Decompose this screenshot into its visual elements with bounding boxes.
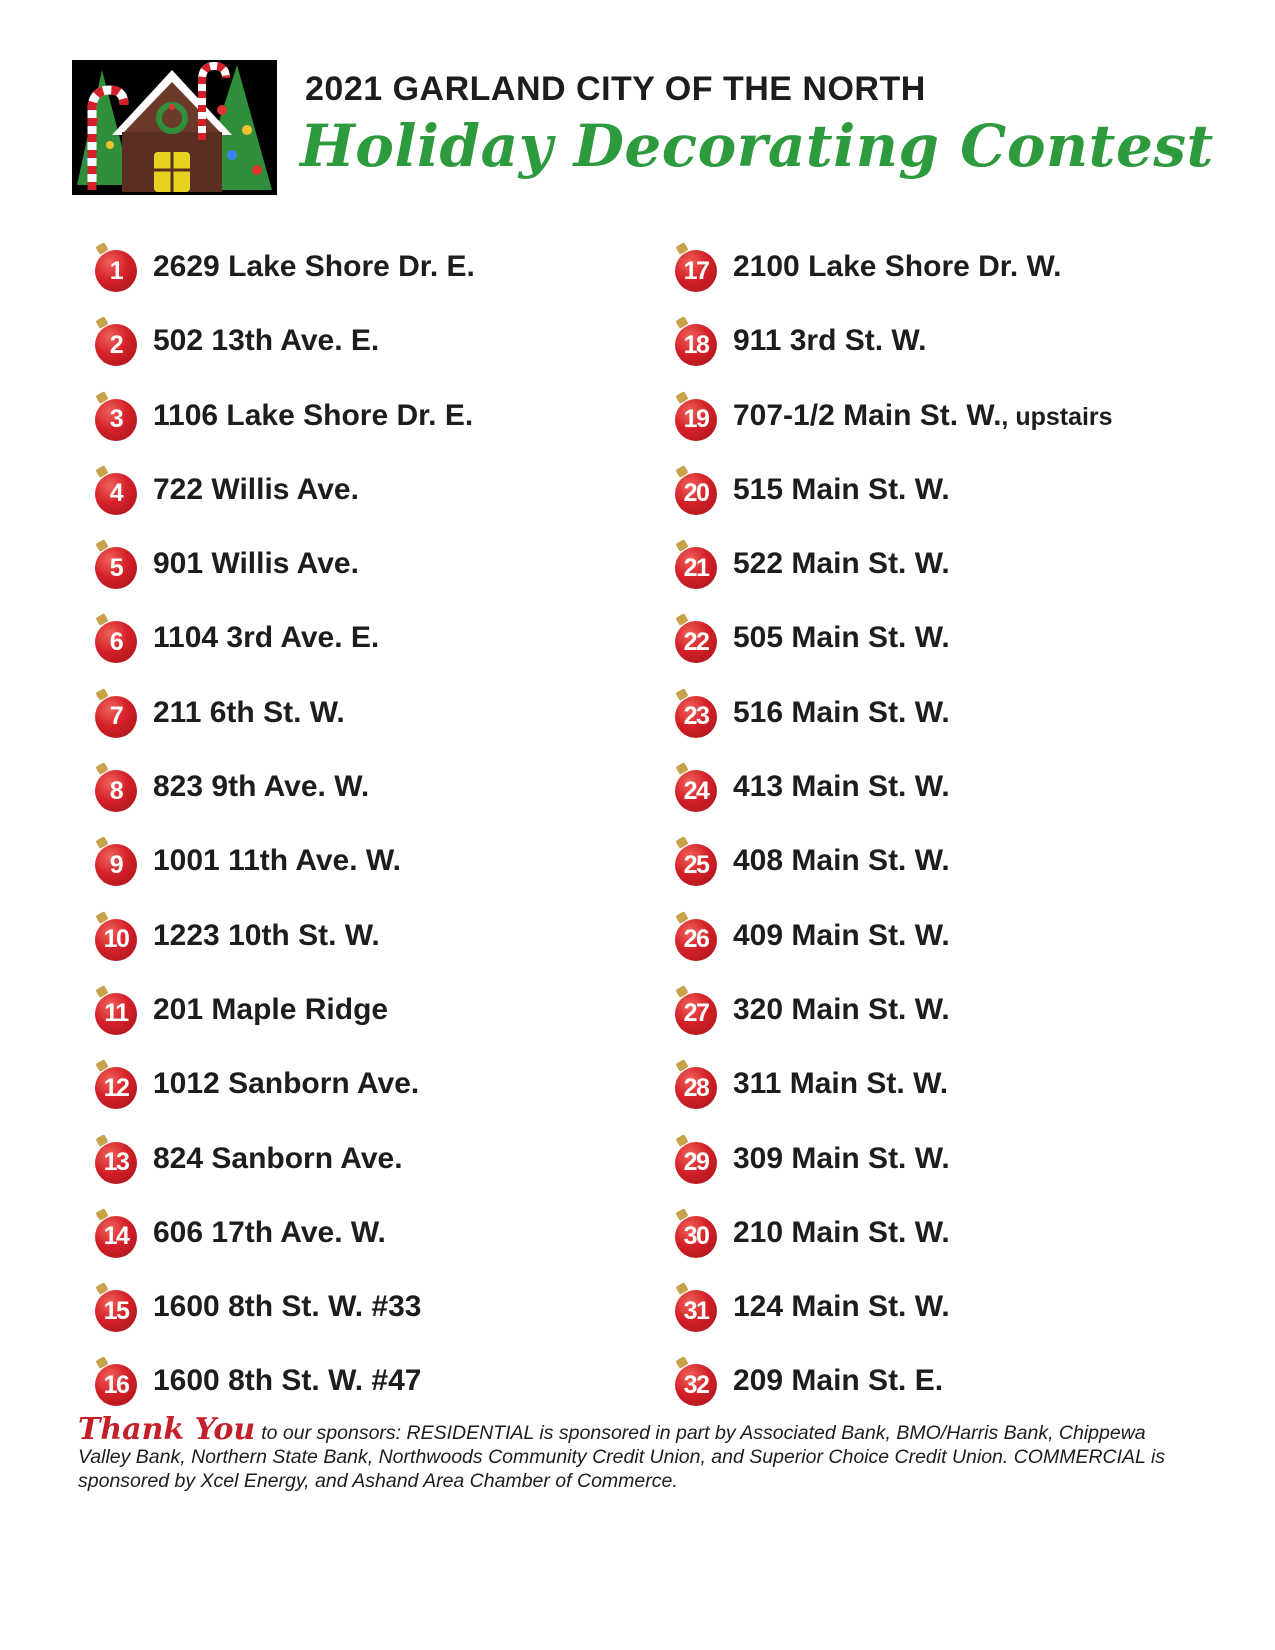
entry-number: 10 (95, 919, 137, 961)
ornament-icon (95, 913, 139, 961)
entry-address-text: 320 Main St. W. (733, 992, 950, 1026)
entry-address-note: , upstairs (1001, 402, 1113, 431)
entry-item (95, 1284, 475, 1358)
entry-number: 23 (675, 696, 717, 738)
ornament-icon (675, 615, 719, 663)
entry-address (153, 615, 379, 655)
entry-address (153, 913, 380, 953)
entry-address (153, 764, 369, 804)
ornament-icon (675, 467, 719, 515)
ornament-icon (95, 690, 139, 738)
entry-address-text: 2629 Lake Shore Dr. E. (153, 250, 475, 283)
ornament-icon (95, 615, 139, 663)
ornament-icon (675, 541, 719, 589)
entry-address-text: 1600 8th St. W. #47 (153, 1364, 422, 1398)
entry-address-text: 502 13th Ave. E. (153, 324, 380, 358)
entry-item (675, 393, 1113, 467)
entry-address (733, 393, 1113, 433)
entry-address-text: 1106 Lake Shore Dr. E. (153, 398, 474, 432)
entry-address (733, 467, 950, 507)
entry-address-text: 505 Main St. W. (733, 621, 950, 655)
entry-number: 14 (95, 1216, 137, 1258)
ornament-icon (675, 1136, 719, 1184)
entry-address (153, 1358, 421, 1398)
entry-item (95, 987, 475, 1061)
entry-number: 7 (95, 696, 137, 738)
entry-number: 3 (95, 399, 137, 441)
entry-address-text: 911 3rd St. W. (733, 324, 927, 358)
entry-address (733, 987, 950, 1027)
ornament-icon (675, 393, 719, 441)
entry-address-text: 606 17th Ave. W. (153, 1215, 386, 1249)
entry-item (95, 690, 475, 764)
entry-address (733, 913, 950, 953)
entry-address (153, 318, 379, 358)
entry-address (733, 615, 950, 655)
entry-address (153, 1284, 421, 1324)
entry-address-text: 707-1/2 Main St. W. (733, 398, 1002, 432)
entry-address (153, 393, 473, 433)
ornament-icon (95, 393, 139, 441)
entry-item (675, 541, 1113, 615)
entry-item (95, 615, 475, 689)
entry-address (153, 1210, 386, 1250)
entry-number: 13 (95, 1142, 137, 1184)
entry-address-text: 722 Willis Ave. (153, 472, 359, 506)
entry-item (95, 1136, 475, 1210)
entry-number: 4 (95, 473, 137, 515)
entry-number: 2 (95, 324, 137, 366)
entry-address-text: 408 Main St. W. (733, 844, 950, 878)
gingerbread-house-logo (72, 60, 277, 195)
entry-number: 29 (675, 1142, 717, 1184)
entries-right-column (675, 244, 1113, 1433)
entry-address-text: 516 Main St. W. (733, 695, 950, 729)
entry-address-text: 209 Main St. E. (733, 1364, 944, 1398)
gingerbread-house-icon (72, 60, 277, 195)
entry-item (675, 1210, 1113, 1284)
entry-number: 15 (95, 1290, 137, 1332)
entry-address (153, 244, 475, 284)
entry-number: 17 (675, 250, 717, 292)
ornament-icon (675, 244, 719, 292)
entry-item (675, 467, 1113, 541)
entry-address-text: 823 9th Ave. W. (153, 770, 370, 804)
entry-address-text: 409 Main St. W. (733, 918, 950, 952)
entry-number: 31 (675, 1290, 717, 1332)
entry-item (95, 764, 475, 838)
ornament-icon (95, 244, 139, 292)
ornament-icon (95, 1061, 139, 1109)
entry-address (153, 1061, 419, 1101)
entry-item (95, 541, 475, 615)
entry-address (733, 318, 926, 358)
entry-address-text: 515 Main St. W. (733, 472, 950, 506)
ornament-icon (675, 764, 719, 812)
entry-item (675, 764, 1113, 838)
entry-address-text: 311 Main St. W. (733, 1067, 949, 1101)
entry-item (95, 838, 475, 912)
entry-number: 24 (675, 770, 717, 812)
entry-number: 25 (675, 844, 717, 886)
ornament-icon (675, 318, 719, 366)
entry-address-text: 1104 3rd Ave. E. (153, 621, 380, 655)
ornament-icon (95, 467, 139, 515)
ornament-icon (95, 318, 139, 366)
entry-number: 12 (95, 1067, 137, 1109)
sponsors-note (78, 1412, 1188, 1493)
entry-number: 20 (675, 473, 717, 515)
ornament-icon (95, 764, 139, 812)
entry-number: 30 (675, 1216, 717, 1258)
entry-address-text: 901 Willis Ave. (153, 547, 359, 581)
entry-address (733, 1358, 943, 1398)
ornament-icon (95, 1136, 139, 1184)
entry-item (95, 244, 475, 318)
ornament-icon (95, 838, 139, 886)
entry-item (675, 1061, 1113, 1135)
ornament-icon (675, 690, 719, 738)
entry-item (675, 838, 1113, 912)
entry-number: 26 (675, 919, 717, 961)
entry-address (733, 764, 950, 804)
entry-address-text: 1012 Sanborn Ave. (153, 1067, 420, 1101)
entry-address (153, 541, 359, 581)
entry-address (733, 541, 950, 581)
entry-address-text: 201 Maple Ridge (153, 992, 389, 1026)
entry-item (95, 393, 475, 467)
entry-number: 21 (675, 547, 717, 589)
ornament-icon (675, 987, 719, 1035)
ornament-icon (95, 987, 139, 1035)
entry-number: 28 (675, 1067, 717, 1109)
entry-number: 6 (95, 621, 137, 663)
entry-address (733, 1061, 948, 1101)
entry-address (733, 1210, 950, 1250)
contest-year-title: 2021 GARLAND CITY OF THE NORTH (305, 70, 926, 108)
ornament-icon (675, 1284, 719, 1332)
entry-item (95, 318, 475, 392)
entry-item (675, 1136, 1113, 1210)
entry-address-text: 309 Main St. W. (733, 1141, 950, 1175)
entry-item (95, 1061, 475, 1135)
entry-address-text: 1001 11th Ave. W. (153, 844, 401, 878)
entry-item (675, 690, 1113, 764)
ornament-icon (95, 1358, 139, 1406)
entry-address-text: 211 6th St. W. (153, 695, 345, 729)
ornament-icon (675, 1210, 719, 1258)
entry-address (733, 244, 1062, 284)
entry-address-text: 2100 Lake Shore Dr. W. (733, 250, 1062, 283)
entry-number: 11 (95, 993, 137, 1035)
entry-address (153, 838, 401, 878)
ornament-icon (675, 913, 719, 961)
entry-item (95, 1210, 475, 1284)
entry-item (675, 1284, 1113, 1358)
entry-number: 8 (95, 770, 137, 812)
entry-address (153, 690, 345, 730)
entry-address-text: 210 Main St. W. (733, 1215, 950, 1249)
entry-number: 1 (95, 250, 137, 292)
ornament-icon (675, 1061, 719, 1109)
entry-number: 18 (675, 324, 717, 366)
entry-address (733, 1136, 950, 1176)
entry-item (675, 913, 1113, 987)
entry-address (153, 1136, 403, 1176)
entry-item (95, 913, 475, 987)
entry-address-text: 1600 8th St. W. #33 (153, 1290, 422, 1324)
entry-address (733, 838, 950, 878)
entry-address-text: 1223 10th St. W. (153, 918, 380, 952)
entry-item (675, 987, 1113, 1061)
entries-left-column (95, 244, 475, 1433)
entry-item (675, 244, 1113, 318)
ornament-icon (675, 838, 719, 886)
entry-item (675, 615, 1113, 689)
entry-number: 27 (675, 993, 717, 1035)
entry-address-text: 824 Sanborn Ave. (153, 1141, 403, 1175)
entry-number: 16 (95, 1364, 137, 1406)
entry-number: 5 (95, 547, 137, 589)
entry-item (95, 467, 475, 541)
entry-number: 22 (675, 621, 717, 663)
entry-number: 32 (675, 1364, 717, 1406)
entry-address-text: 124 Main St. W. (733, 1290, 950, 1324)
entry-address (733, 690, 950, 730)
entry-item (675, 318, 1113, 392)
thank-you-heading: Thank You (78, 1412, 256, 1447)
entry-address (153, 987, 388, 1027)
entry-number: 9 (95, 844, 137, 886)
ornament-icon (95, 1284, 139, 1332)
ornament-icon (95, 1210, 139, 1258)
sponsors-text: to our sponsors: RESIDENTIAL is sponsored in part by Associated Bank, BMO/Harris Bank, Chippewa Valley Bank, Northern State Bank, Northwoods Community Credit Union, and Superior Choice Credit Union. COMMERCIAL is sponsored by Xcel Energy, and Ashand Area Chamber of Commerce. (78, 1422, 1166, 1492)
entry-address-text: 522 Main St. W. (733, 547, 950, 581)
entry-address-text: 413 Main St. W. (733, 770, 950, 804)
ornament-icon (675, 1358, 719, 1406)
contest-name-title: Holiday Decorating Contest (300, 112, 1214, 180)
ornament-icon (95, 541, 139, 589)
entry-address (733, 1284, 950, 1324)
entry-number: 19 (675, 399, 717, 441)
entry-address (153, 467, 359, 507)
